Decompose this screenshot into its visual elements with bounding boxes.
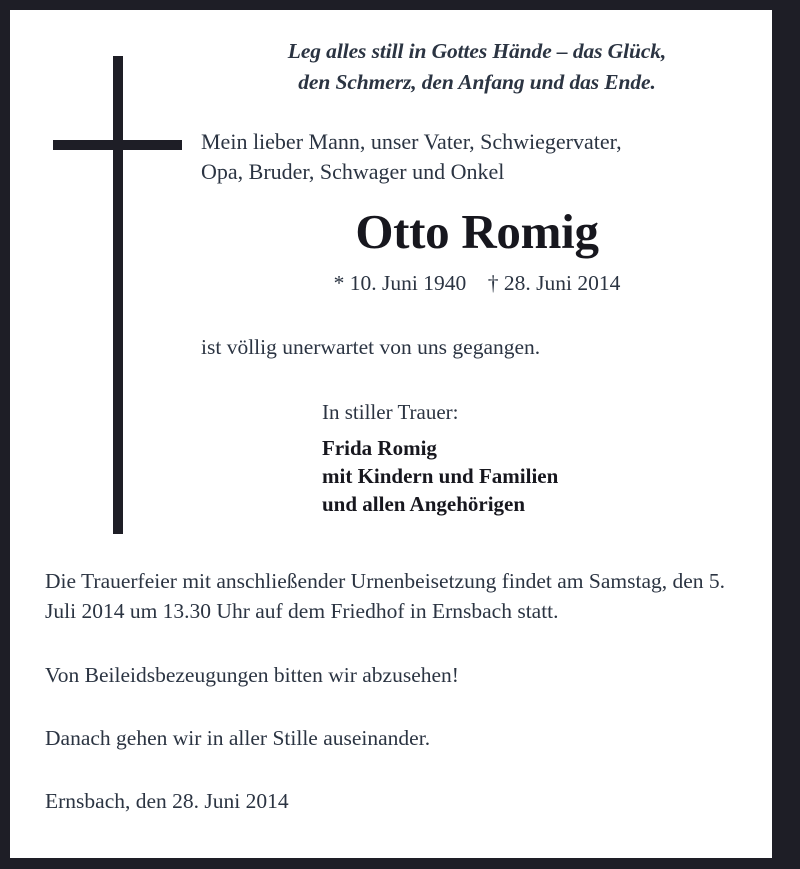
life-dates: * 10. Juni 1940 † 28. Juni 2014 [333,271,621,296]
mourner-line-3: und allen Angehörigen [322,492,526,517]
relations-line-2: Opa, Bruder, Schwager und Onkel [201,159,505,185]
mourner-line-1: Frida Romig [322,436,437,461]
mourners-block [322,400,762,519]
condolences-note: Von Beileidsbezeugungen bitten wir abzusehen! [45,663,459,688]
epigraph-line-1: Leg alles still in Gottes Hände – das Glück, [287,39,667,63]
obituary-page [10,10,772,858]
upper-content-column [192,36,762,519]
lower-content-column [45,566,760,816]
relations-line-1: Mein lieber Mann, unser Vater, Schwiegervater, [201,129,622,155]
ceremony-details: Die Trauerfeier mit anschließender Urnenbeisetzung findet am Samstag, den 5. Juli 2014 um 13.30 Uhr auf dem Friedhof in Ernsbach statt. [45,569,726,624]
deceased-name: Otto Romig [355,204,599,260]
mourner-line-2: mit Kindern und Familien [322,464,559,489]
epigraph [192,36,762,97]
closing-note: Danach gehen wir in aller Stille auseinander. [45,726,431,751]
epigraph-line-2: den Schmerz, den Anfang und das Ende. [298,69,656,94]
place-and-date: Ernsbach, den 28. Juni 2014 [45,789,289,814]
mourners-intro: In stiller Trauer: [322,400,459,425]
cross-horizontal-bar [53,140,182,150]
mourners-names [322,435,762,519]
passing-statement: ist völlig unerwartet von uns gegangen. [201,335,541,360]
relations-text [201,127,762,187]
cross-vertical-bar [113,56,123,534]
